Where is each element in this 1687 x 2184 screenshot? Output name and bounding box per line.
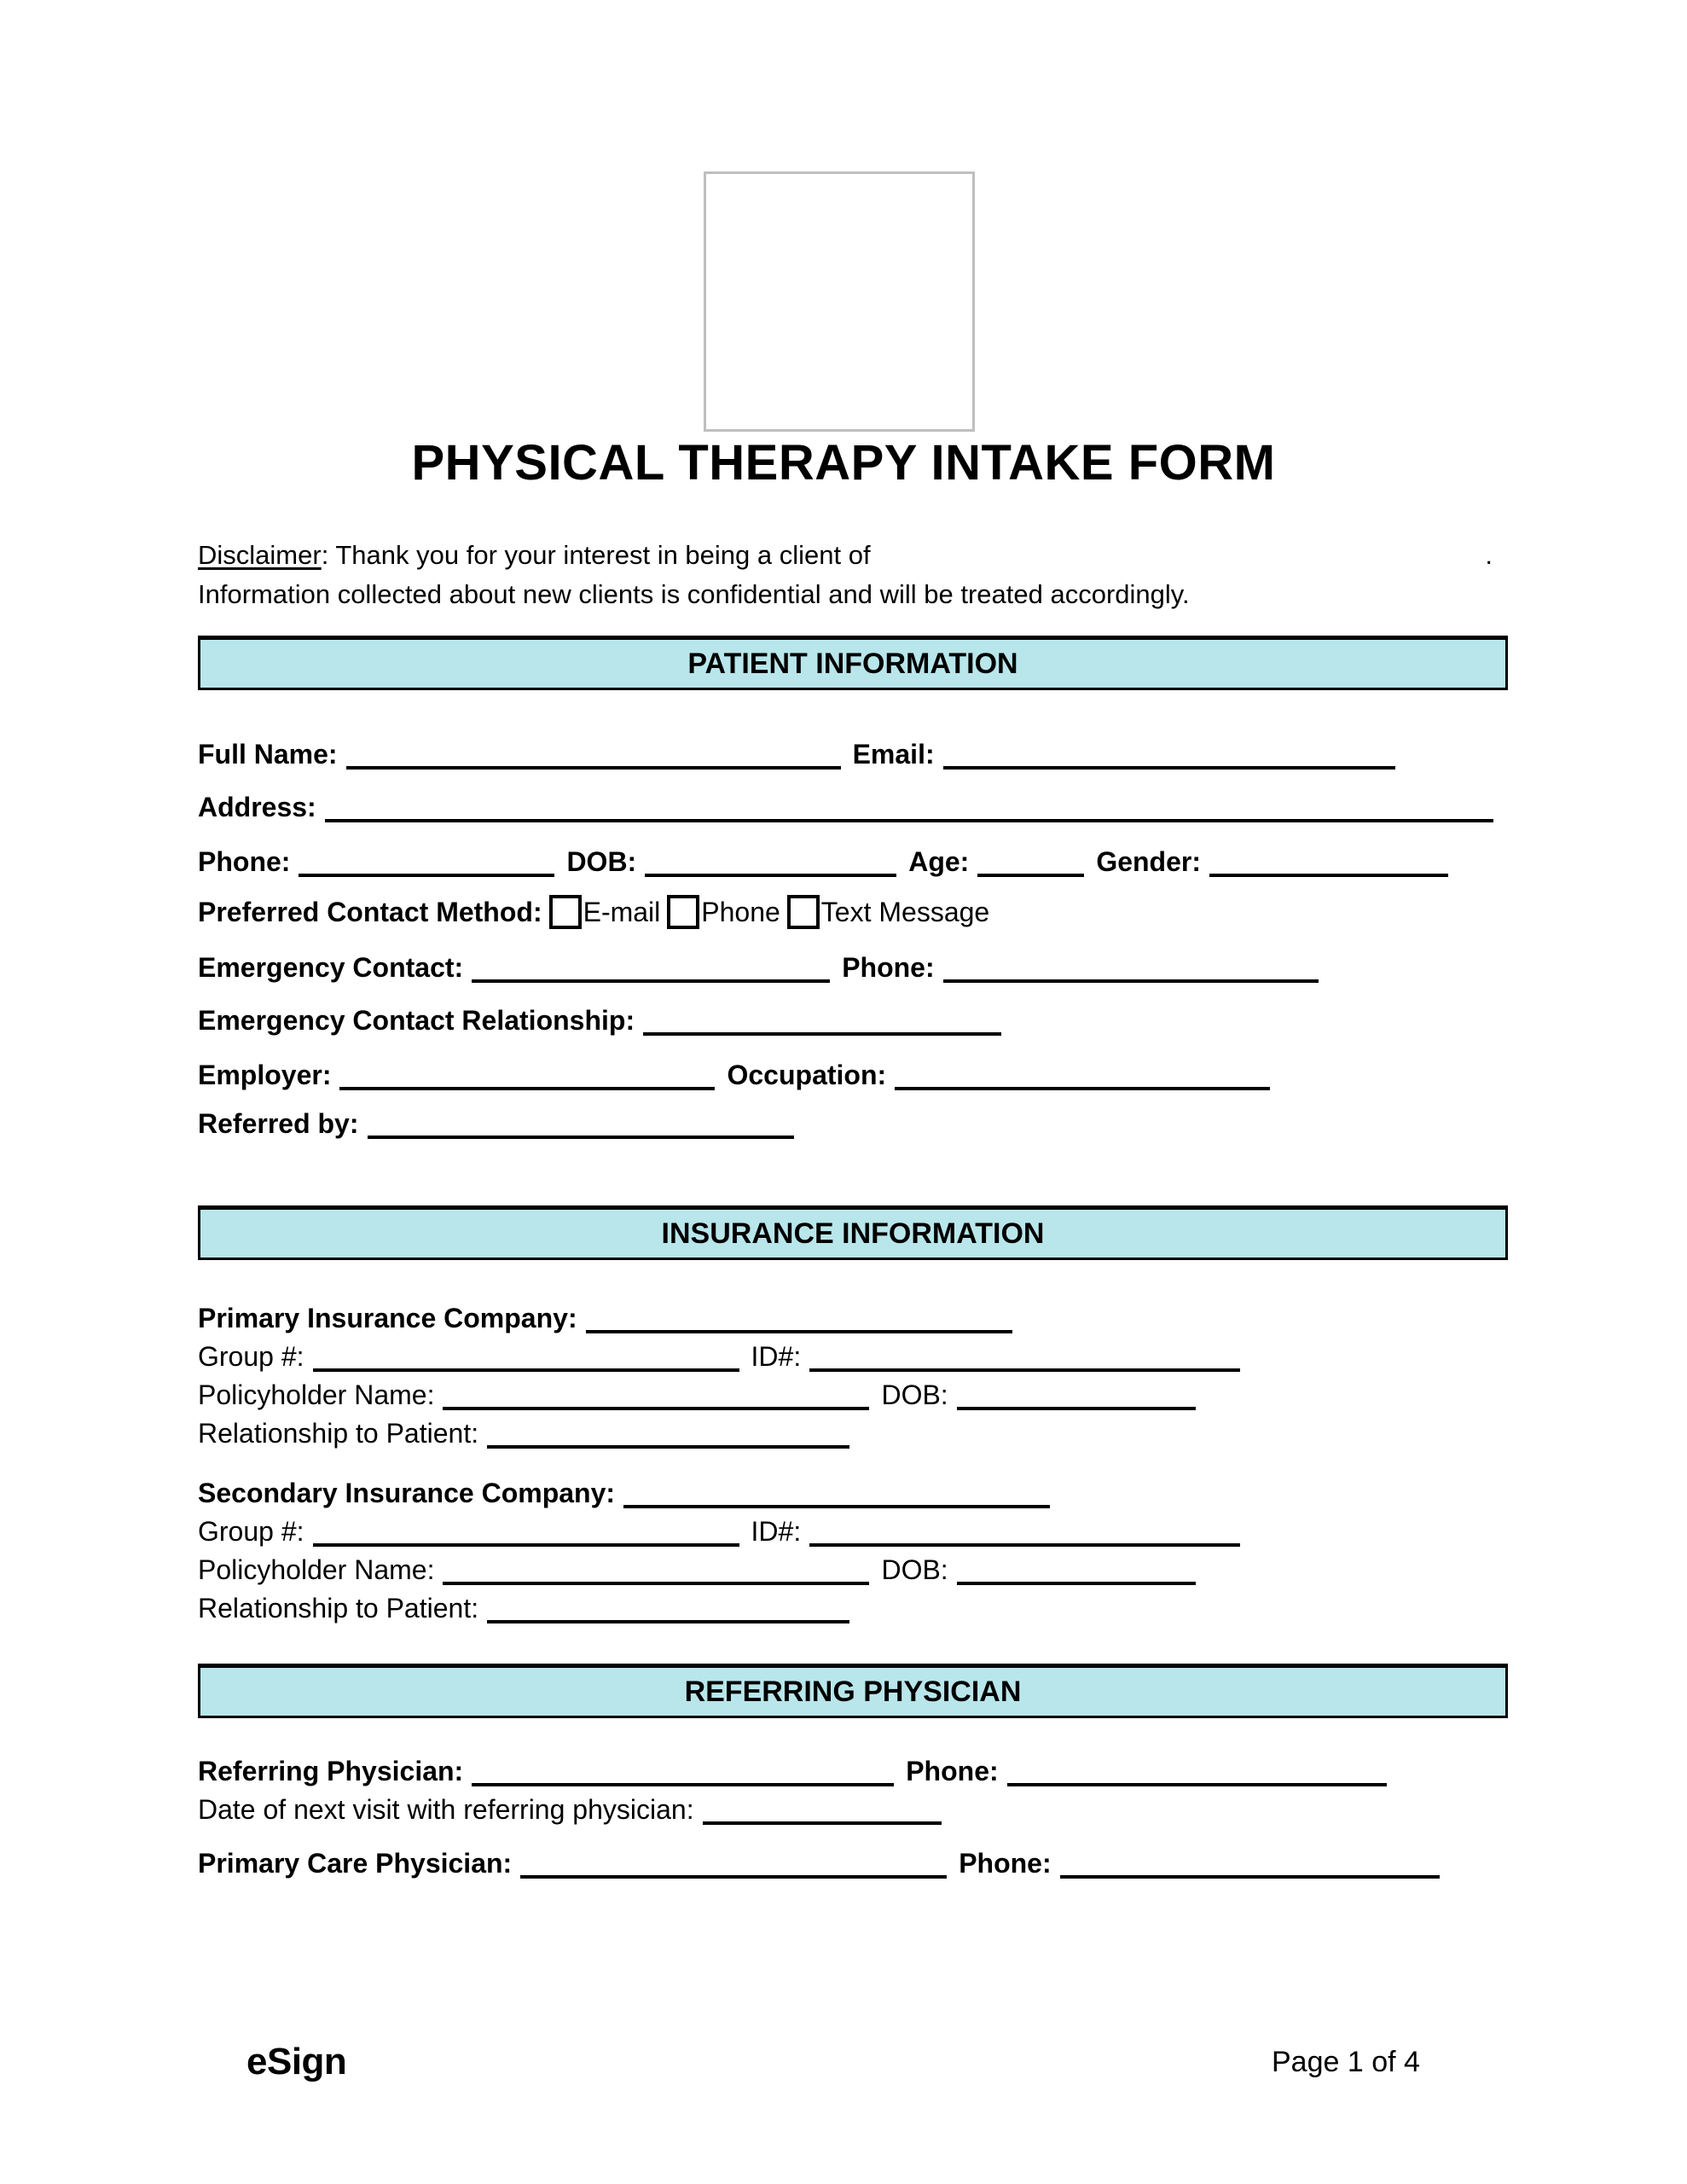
gender-label: Gender: xyxy=(1096,846,1201,878)
age-field[interactable] xyxy=(977,844,1084,877)
emergency-contact-label: Emergency Contact: xyxy=(198,952,464,984)
dob-field[interactable] xyxy=(645,844,896,877)
email-field[interactable] xyxy=(943,736,1395,770)
emergency-contact-field[interactable] xyxy=(472,950,830,983)
row-secondary-policyholder xyxy=(198,1546,1597,1587)
address-label: Address: xyxy=(198,792,316,823)
contact-email-option-label: E-mail xyxy=(583,897,661,927)
row-next-visit xyxy=(198,1786,1597,1827)
phone-field[interactable] xyxy=(299,844,554,877)
secondary-relationship-label: Relationship to Patient: xyxy=(198,1593,479,1624)
page-number: Page 1 of 4 xyxy=(1272,2046,1420,2078)
occupation-label: Occupation: xyxy=(727,1060,887,1091)
secondary-insurance-field[interactable] xyxy=(623,1475,1050,1508)
row-primary-group-id xyxy=(198,1333,1597,1374)
secondary-id-label: ID#: xyxy=(751,1516,802,1548)
disclaimer-line-2: Information collected about new clients is confidential and will be treated accordingly. xyxy=(198,579,1190,609)
secondary-policyholder-dob-field[interactable] xyxy=(957,1552,1196,1585)
primary-id-field[interactable] xyxy=(809,1339,1240,1372)
contact-text-checkbox[interactable] xyxy=(787,895,820,929)
row-emergency-relationship xyxy=(198,996,1597,1037)
emergency-phone-field[interactable] xyxy=(943,950,1319,983)
disclaimer-period: . xyxy=(1485,540,1493,570)
patient-information-header: PATIENT INFORMATION xyxy=(198,636,1508,690)
row-phone-dob-age-gender xyxy=(198,838,1597,879)
address-field[interactable] xyxy=(325,789,1493,822)
referring-physician-label: Referring Physician: xyxy=(198,1756,464,1787)
referred-by-label: Referred by: xyxy=(198,1108,359,1140)
row-emergency-contact xyxy=(198,944,1597,985)
emergency-phone-label: Phone: xyxy=(842,952,935,984)
row-secondary-insurance xyxy=(198,1469,1597,1510)
phone-label: Phone: xyxy=(198,846,291,878)
employer-field[interactable] xyxy=(339,1057,715,1090)
disclaimer-line-1 xyxy=(198,536,1508,575)
secondary-group-field[interactable] xyxy=(313,1513,739,1547)
next-visit-field[interactable] xyxy=(703,1792,942,1825)
referring-physician-field[interactable] xyxy=(472,1753,894,1786)
referring-phone-field[interactable] xyxy=(1007,1753,1387,1786)
primary-policyholder-field[interactable] xyxy=(443,1377,869,1410)
esign-logo: eSign xyxy=(246,2041,347,2082)
primary-care-field[interactable] xyxy=(520,1845,947,1879)
primary-policyholder-dob-label: DOB: xyxy=(881,1380,948,1411)
logo-placeholder-box xyxy=(704,171,975,432)
primary-care-phone-label: Phone: xyxy=(959,1848,1052,1879)
row-referring-physician xyxy=(198,1747,1597,1788)
referred-by-field[interactable] xyxy=(368,1106,794,1139)
row-secondary-group-id xyxy=(198,1507,1597,1548)
disclaimer-label: Disclaimer xyxy=(198,540,322,570)
row-contact-method xyxy=(198,887,1597,929)
email-label: Email: xyxy=(852,739,935,770)
row-primary-relationship xyxy=(198,1409,1597,1450)
secondary-id-field[interactable] xyxy=(809,1513,1240,1547)
page-title: PHYSICAL THERAPY INTAKE FORM xyxy=(411,435,1276,491)
full-name-field[interactable] xyxy=(346,736,841,770)
secondary-insurance-label: Secondary Insurance Company: xyxy=(198,1478,616,1509)
insurance-information-header: INSURANCE INFORMATION xyxy=(198,1205,1508,1260)
contact-email-checkbox[interactable] xyxy=(549,895,582,929)
secondary-policyholder-field[interactable] xyxy=(443,1552,869,1585)
secondary-group-label: Group #: xyxy=(198,1516,304,1548)
age-label: Age: xyxy=(908,846,970,878)
contact-method-label: Preferred Contact Method: xyxy=(198,897,542,927)
primary-group-field[interactable] xyxy=(313,1339,739,1372)
primary-relationship-field[interactable] xyxy=(487,1415,849,1449)
contact-phone-option-label: Phone xyxy=(701,897,780,927)
primary-policyholder-label: Policyholder Name: xyxy=(198,1380,435,1411)
row-address xyxy=(198,783,1597,824)
primary-id-label: ID#: xyxy=(751,1341,802,1373)
disclaimer-text: : Thank you for your interest in being a client of xyxy=(321,540,871,570)
referring-physician-header: REFERRING PHYSICIAN xyxy=(198,1664,1508,1718)
dob-label: DOB: xyxy=(566,846,637,878)
secondary-policyholder-label: Policyholder Name: xyxy=(198,1554,435,1586)
primary-care-phone-field[interactable] xyxy=(1060,1845,1440,1879)
next-visit-label: Date of next visit with referring physician: xyxy=(198,1794,694,1826)
row-primary-insurance xyxy=(198,1294,1597,1335)
full-name-label: Full Name: xyxy=(198,739,338,770)
employer-label: Employer: xyxy=(198,1060,332,1091)
primary-group-label: Group #: xyxy=(198,1341,304,1373)
row-employer-occupation xyxy=(198,1051,1597,1092)
primary-policyholder-dob-field[interactable] xyxy=(957,1377,1196,1410)
occupation-field[interactable] xyxy=(895,1057,1270,1090)
emergency-relationship-label: Emergency Contact Relationship: xyxy=(198,1005,635,1037)
emergency-relationship-field[interactable] xyxy=(643,1002,1001,1036)
disclaimer xyxy=(198,536,1508,614)
row-secondary-relationship xyxy=(198,1584,1597,1625)
gender-field[interactable] xyxy=(1209,844,1448,877)
row-referred-by xyxy=(198,1100,1597,1141)
row-fullname-email xyxy=(198,730,1597,771)
secondary-policyholder-dob-label: DOB: xyxy=(881,1554,948,1586)
contact-text-option-label: Text Message xyxy=(820,897,990,927)
primary-relationship-label: Relationship to Patient: xyxy=(198,1418,479,1449)
row-primary-policyholder xyxy=(198,1371,1597,1412)
primary-insurance-label: Primary Insurance Company: xyxy=(198,1303,577,1334)
row-primary-care-physician xyxy=(198,1839,1597,1880)
contact-phone-checkbox[interactable] xyxy=(667,895,699,929)
referring-phone-label: Phone: xyxy=(906,1756,999,1787)
primary-care-label: Primary Care Physician: xyxy=(198,1848,513,1879)
secondary-relationship-field[interactable] xyxy=(487,1590,849,1623)
primary-insurance-field[interactable] xyxy=(586,1300,1012,1333)
